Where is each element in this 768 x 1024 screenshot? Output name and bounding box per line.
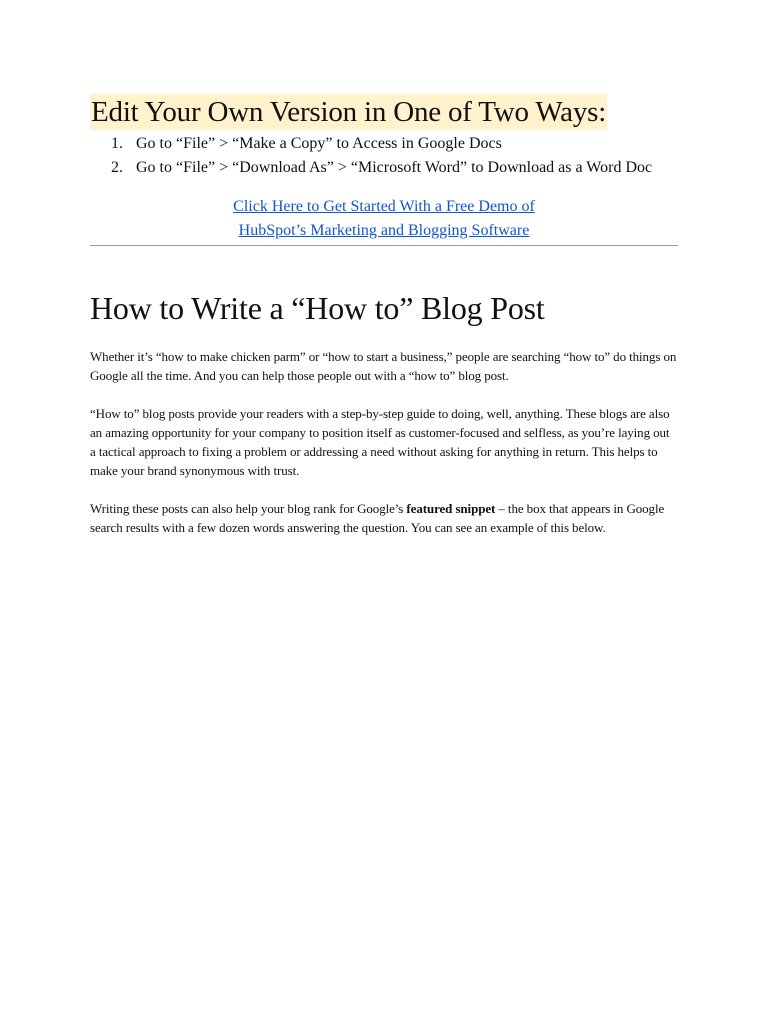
demo-link-line-1[interactable]: Click Here to Get Started With a Free Demo of [233, 198, 535, 215]
paragraph-text: – the box that appears in Google search results with a few dozen words answering the question. You can see an example of this below. [90, 501, 665, 535]
demo-link-line-2[interactable]: HubSpot’s Marketing and Blogging Software [238, 222, 530, 239]
document-page [90, 94, 678, 537]
paragraph-text: Writing these posts can also help your blog rank for Google’s [90, 501, 407, 516]
paragraph-featured-snippet [90, 499, 678, 537]
step-text: Go to “File” > “Download As” > “Microsoft Word” to Download as a Word Doc [136, 159, 653, 176]
list-item [90, 156, 678, 180]
edit-steps-list [90, 132, 678, 180]
free-demo-link[interactable] [90, 195, 678, 243]
post-title: How to Write a “How to” Blog Post [90, 290, 545, 326]
horizontal-divider [90, 245, 678, 246]
featured-snippet-bold: featured snippet [406, 501, 496, 516]
paragraph-intro: Whether it’s “how to make chicken parm” or “how to start a business,” people are searching “how to” do things on Google all the time. And you can help those people out with a “how to” blog post. [90, 349, 677, 383]
paragraph-benefits: “How to” blog posts provide your readers with a step-by-step guide to doing, well, anything. These blogs are also an amazing opportunity for your company to position itself as customer-focused and selfless, as you’re laying out a tactical approach to fixing a problem or addressing a need without asking for anything in return. This helps to make your brand synonymous with trust. [90, 406, 670, 478]
step-number: 1. [111, 135, 123, 152]
edit-version-heading: Edit Your Own Version in One of Two Ways: [91, 96, 607, 128]
list-item [90, 132, 678, 156]
step-number: 2. [111, 159, 123, 176]
step-text: Go to “File” > “Make a Copy” to Access in Google Docs [136, 135, 502, 152]
